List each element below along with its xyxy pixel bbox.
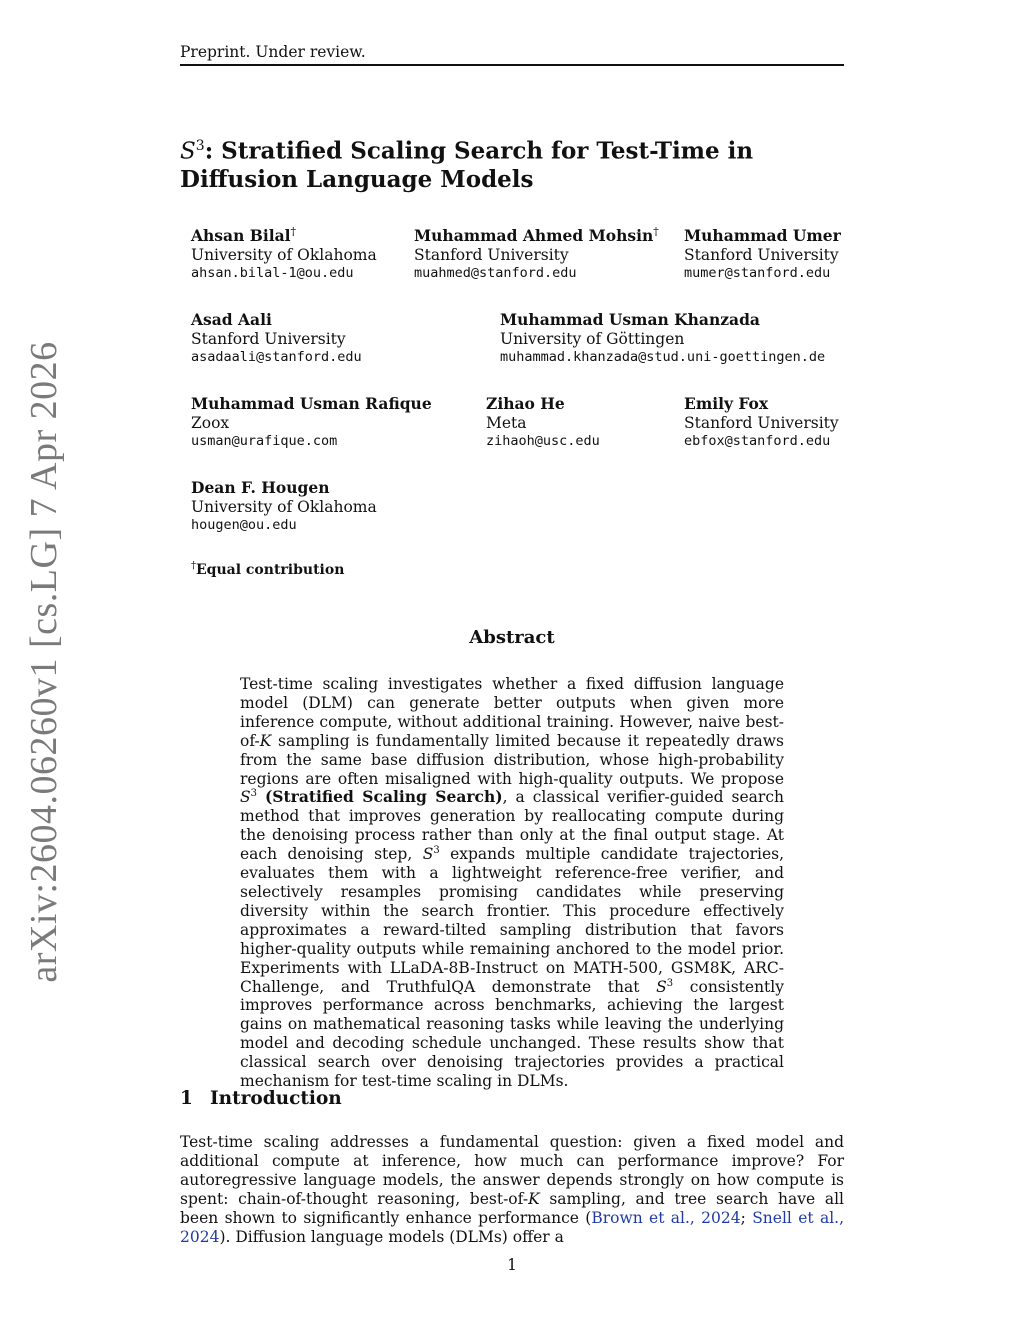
- author-email[interactable]: mumer@stanford.edu: [684, 265, 831, 281]
- title-text: : Stratified Scaling Search for Test-Time in Diffusion Language Models: [180, 137, 754, 193]
- intro-paragraph: [180, 1133, 844, 1246]
- abstract-math-sup: 3: [666, 977, 674, 989]
- author-block: [191, 479, 377, 535]
- author-block: [414, 224, 659, 283]
- author-block: [684, 227, 841, 283]
- citation-link[interactable]: Snell et al., 2024: [180, 1208, 844, 1246]
- equal-contribution-mark: †: [191, 560, 196, 572]
- author-email[interactable]: ebfox@stanford.edu: [684, 433, 831, 449]
- author-name: Zihao He: [486, 394, 565, 413]
- author-block: [191, 224, 377, 283]
- author-email[interactable]: hougen@ou.edu: [191, 517, 297, 533]
- intro-text: Test-time scaling addresses a fundamental question: given a fixed model and additional compute at inference, how much can performance improve? For autoregressive language models, the answer depends strongly on how compute is spent: chain-of-thought reasoning, best-of-: [180, 1133, 844, 1208]
- citation-separator: ;: [740, 1208, 753, 1227]
- author-name: Asad Aali: [191, 310, 272, 329]
- intro-text: ). Diffusion language models (DLMs) offer a: [219, 1227, 564, 1246]
- author-affiliation: Meta: [486, 413, 527, 432]
- section-title: Introduction: [210, 1088, 342, 1109]
- author-email[interactable]: asadaali@stanford.edu: [191, 349, 362, 365]
- author-name: Muhammad Ahmed Mohsin: [414, 226, 654, 245]
- author-email[interactable]: usman@urafique.com: [191, 433, 338, 449]
- author-name: Muhammad Usman Rafique: [191, 394, 432, 413]
- author-email[interactable]: muahmed@stanford.edu: [414, 265, 577, 281]
- author-email[interactable]: zihaoh@usc.edu: [486, 433, 600, 449]
- section-number: 1: [180, 1088, 193, 1109]
- arxiv-side-stamp: arXiv:2604.06260v1 [cs.LG] 7 Apr 2026: [23, 341, 65, 983]
- author-name: Dean F. Hougen: [191, 478, 330, 497]
- running-header: Preprint. Under review.: [180, 43, 366, 61]
- section-heading: [180, 1088, 342, 1109]
- author-email[interactable]: ahsan.bilal-1@ou.edu: [191, 265, 354, 281]
- author-block: [191, 311, 362, 367]
- author-affiliation: Zoox: [191, 413, 230, 432]
- equal-contribution-mark: †: [653, 224, 659, 238]
- author-affiliation: University of Oklahoma: [191, 497, 377, 516]
- abstract-text: , a classical verifier-guided search method that improves generation by reallocating compute during the denoising process rather than only at the final output stage. At each denoising step,: [240, 788, 785, 864]
- author-affiliation: University of Göttingen: [500, 329, 685, 348]
- abstract-body: [240, 675, 784, 1091]
- author-name: Emily Fox: [684, 394, 769, 413]
- intro-math-k: K: [528, 1189, 540, 1208]
- author-block: [191, 395, 432, 451]
- title-superscript: 3: [195, 138, 205, 154]
- author-name: Muhammad Umer: [684, 226, 841, 245]
- abstract-paragraph: [240, 675, 784, 1091]
- author-block: [486, 395, 600, 451]
- author-affiliation: Stanford University: [684, 413, 839, 432]
- abstract-math-k: K: [259, 731, 272, 750]
- intro-body: [180, 1133, 844, 1246]
- author-affiliation: University of Oklahoma: [191, 245, 377, 264]
- abstract-text: sampling is fundamentally limited because it repeatedly draws from the same base diffusion distribution, whose high-probability regions are often misaligned with high-quality outputs. We propose: [240, 731, 784, 788]
- intro-text: sampling, and tree search have all been shown to significantly enhance performance (: [180, 1189, 844, 1227]
- title-symbol: S: [180, 138, 196, 165]
- author-email[interactable]: muhammad.khanzada@stud.uni-goettingen.de: [500, 349, 826, 365]
- abstract-math-s: S: [240, 788, 251, 807]
- author-affiliation: Stanford University: [191, 329, 346, 348]
- equal-contribution-note: [191, 562, 344, 578]
- author-block: [500, 311, 825, 367]
- page-number: 1: [507, 1256, 517, 1274]
- citation-link[interactable]: Brown et al., 2024: [591, 1208, 741, 1227]
- abstract-heading: Abstract: [469, 627, 555, 648]
- method-name: (Stratified Scaling Search): [264, 787, 503, 807]
- paper-title: [180, 132, 850, 194]
- abstract-math-s: S: [422, 845, 434, 864]
- header-rule: [180, 64, 844, 66]
- abstract-math-sup: 3: [250, 788, 257, 800]
- author-name: Muhammad Usman Khanzada: [500, 310, 760, 329]
- author-block: [684, 395, 839, 451]
- abstract-math-s: S: [656, 977, 667, 996]
- equal-contribution-mark: †: [290, 224, 297, 238]
- equal-contribution-text: Equal contribution: [196, 562, 345, 578]
- author-affiliation: Stanford University: [414, 245, 569, 264]
- author-name: Ahsan Bilal: [191, 226, 291, 245]
- author-affiliation: Stanford University: [684, 245, 839, 264]
- abstract-math-sup: 3: [433, 845, 440, 856]
- abstract-text: Test-time scaling investigates whether a fixed diffusion language model (DLM) can generate better outputs when given more inference compute, without additional training. However, naive best-of-: [240, 675, 784, 750]
- abstract-text: expands multiple candidate trajectories, evaluates them with a lightweight reference-free verifier, and selectively resamples promising candidates while preserving diversity within the search frontier. This procedure effectively approximates a reward-tilted sampling distribution that favors higher-quality outputs while remaining anchored to the model prior. Experiments with LLaDA-8B-Instruct on MATH-500, GSM8K, ARC-Challenge, and TruthfulQA demonstrate that: [240, 845, 784, 996]
- abstract-text: consistently improves performance across benchmarks, achieving the largest gains on mathematical reasoning tasks while leaving the underlying model and decoding schedule unchanged. These results show that classical search over denoising trajectories provides a practical mechanism for test-time scaling in DLMs.: [240, 977, 785, 1091]
